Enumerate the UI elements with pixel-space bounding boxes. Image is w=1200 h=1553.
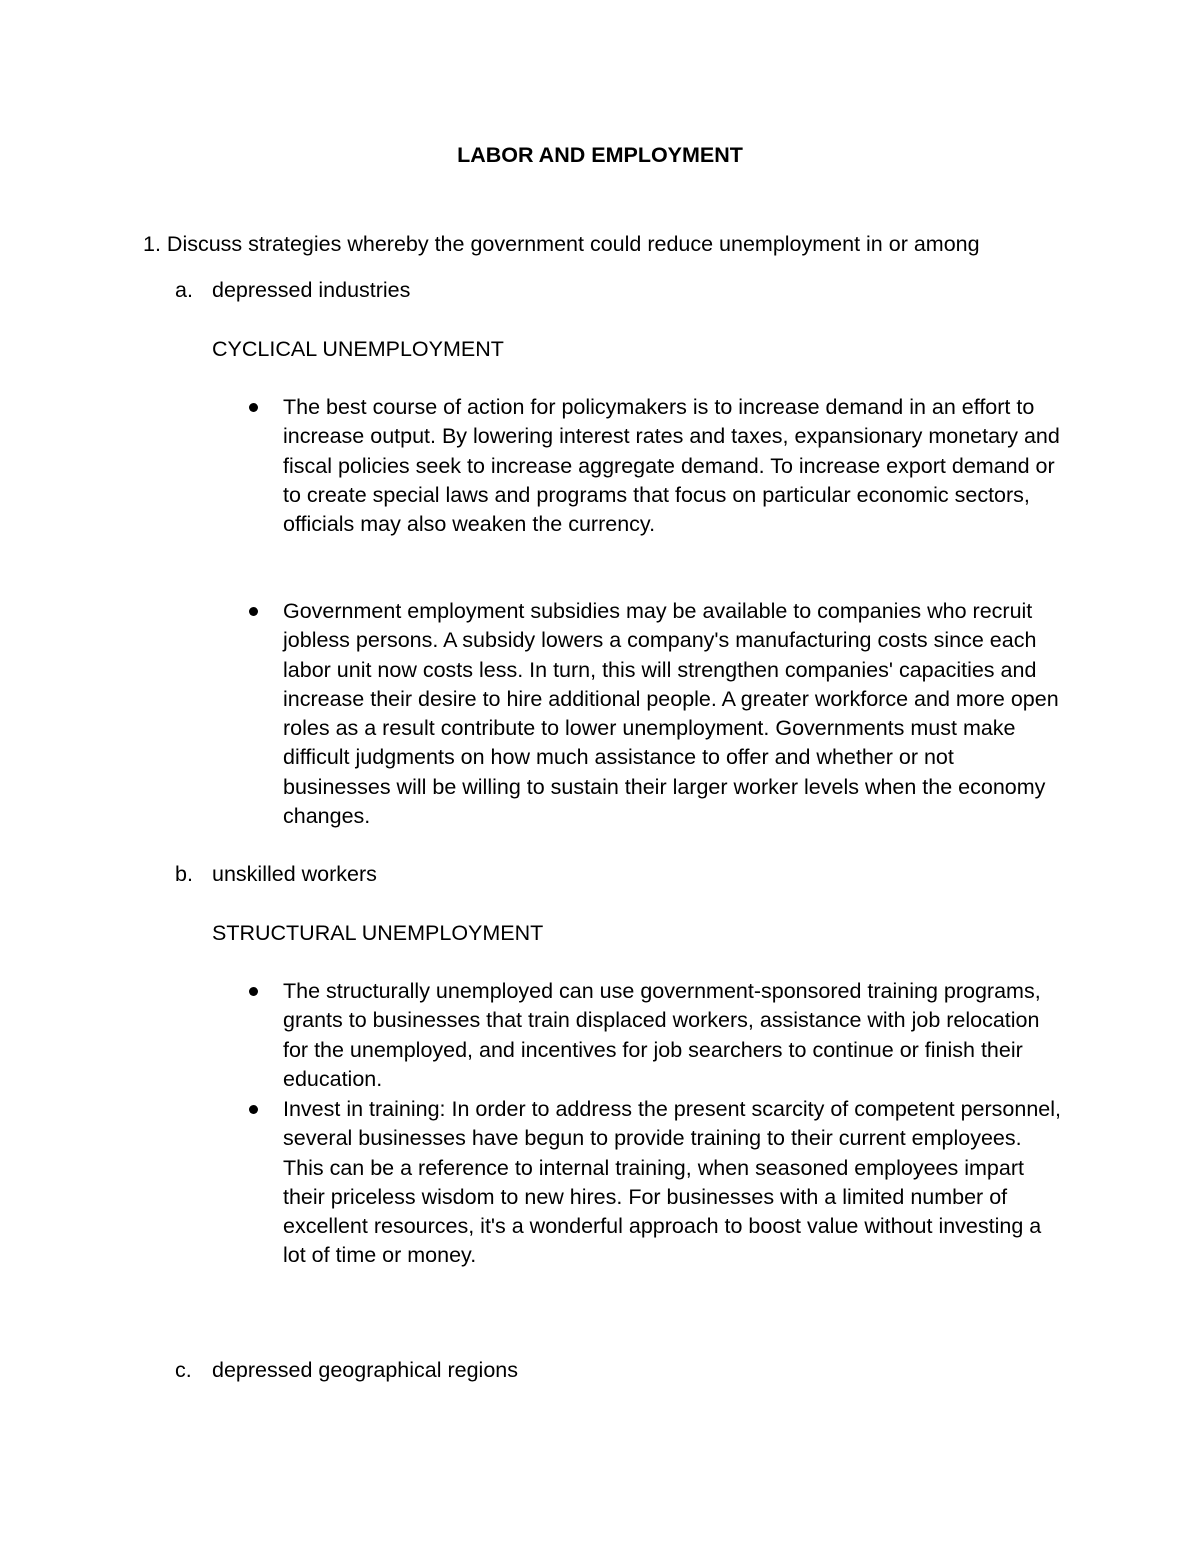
- item-a-label: depressed industries: [212, 278, 411, 302]
- item-b-heading: STRUCTURAL UNEMPLOYMENT: [212, 921, 544, 945]
- item-a-bullet-1: The best course of action for policymakers is to increase demand in an effort to increase output. By lowering interest rates and taxes, expansionary monetary and fiscal policies seek to increase aggregate demand. To increase export demand or to create special laws and programs that focus on particular economic sectors, officials may also weaken the currency.: [283, 395, 1060, 537]
- question-text: Discuss strategies whereby the government could reduce unemployment in or among: [166, 232, 980, 256]
- item-a-letter: a.: [175, 278, 193, 302]
- item-a-heading: CYCLICAL UNEMPLOYMENT: [212, 337, 504, 361]
- item-c-label: depressed geographical regions: [212, 1358, 518, 1382]
- bullet-icon: [249, 607, 258, 616]
- item-b-bullet-1: The structurally unemployed can use government-sponsored training programs, grants to businesses that train displaced workers, assistance with job relocation for the unemployed, and incentives for job searchers to continue or finish their education.: [283, 979, 1041, 1091]
- bullet-icon: [249, 1105, 258, 1114]
- bullet-icon: [249, 403, 258, 412]
- item-c-letter: c.: [175, 1358, 192, 1382]
- document-title: LABOR AND EMPLOYMENT: [457, 143, 743, 167]
- item-b-letter: b.: [175, 862, 193, 886]
- item-b-label: unskilled workers: [212, 862, 377, 886]
- item-b-bullet-2: Invest in training: In order to address the present scarcity of competent personnel, several businesses have begun to provide training to their current employees. This can be a reference to internal training, when seasoned employees impart their priceless wisdom to new hires. For businesses with a limited number of excellent resources, it's a wonderful approach to boost value without investing a lot of time or money.: [283, 1097, 1061, 1268]
- question-number: 1.: [143, 232, 161, 256]
- bullet-icon: [249, 987, 258, 996]
- question-1: [143, 232, 980, 257]
- item-a-bullet-2: Government employment subsidies may be available to companies who recruit jobless persons. A subsidy lowers a company's manufacturing costs since each labor unit now costs less. In turn, this will strengthen companies' capacities and increase their desire to hire additional people. A greater workforce and more open roles as a result contribute to lower unemployment. Governments must make difficult judgments on how much assistance to offer and whether or not businesses will be willing to sustain their larger worker levels when the economy changes.: [283, 599, 1059, 829]
